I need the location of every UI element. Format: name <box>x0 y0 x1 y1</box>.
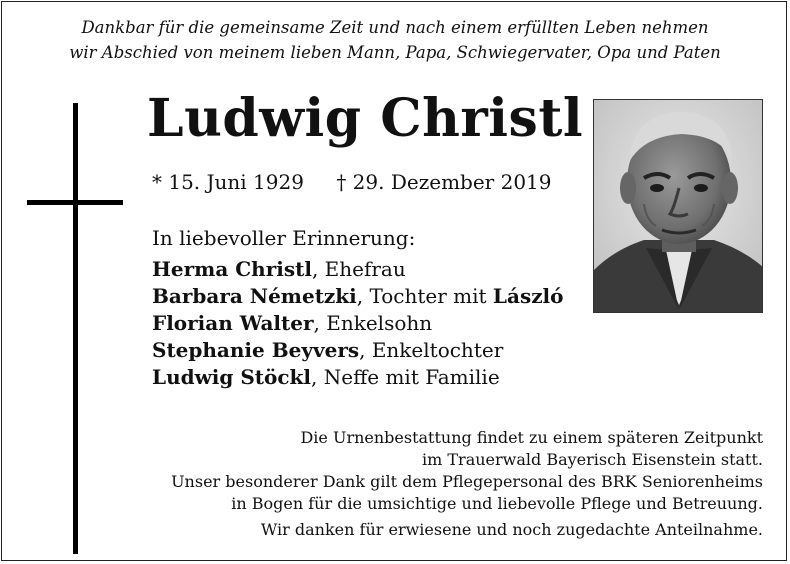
cross-horizontal-bar <box>27 200 123 205</box>
thanks-care-line-2: in Bogen für die umsichtige und liebevolle Pflege und Betreuung. <box>231 494 763 513</box>
intro-line-2: wir Abschied von meinem lieben Mann, Papa, Schwiegervater, Opa und Paten <box>69 43 721 62</box>
mourner-name: Stephanie Beyvers <box>152 338 360 362</box>
mourner-name: Barbara Németzki <box>152 284 357 308</box>
mourner-name: Ludwig Stöckl <box>152 365 312 389</box>
life-dates <box>152 168 552 196</box>
mourner-relation: , Enkelsohn <box>313 311 433 335</box>
cross-vertical-bar <box>73 103 78 554</box>
burial-notice-line-2: im Trauerwald Bayerisch Eisenstein statt. <box>422 450 763 469</box>
intro-line-1: Dankbar für die gemeinsame Zeit und nach einem erfüllten Leben nehmen <box>81 18 709 37</box>
mourners-heading: In liebevoller Erinnerung: <box>152 226 416 250</box>
deceased-name: Ludwig Christl <box>147 88 584 149</box>
mourner-line <box>152 337 564 364</box>
thanks-sympathy-line: Wir danken für erwiesene und noch zugedachte Anteilnahme. <box>260 520 763 539</box>
mourner-line <box>152 283 564 310</box>
death-date: † 29. Dezember 2019 <box>336 170 552 194</box>
portrait-illustration <box>594 100 763 313</box>
mourner-relation: , Ehefrau <box>311 257 406 281</box>
mourner-line <box>152 256 564 283</box>
mourner-name: Herma Christl <box>152 257 312 281</box>
portrait-photo <box>593 99 763 313</box>
mourner-line <box>152 310 564 337</box>
mourners-block <box>152 225 564 391</box>
mourner-relation: , Tochter mit <box>356 284 493 308</box>
mourner-line <box>152 364 564 391</box>
thanks-care-notice <box>171 471 763 515</box>
mourner-relation: , Enkeltochter <box>359 338 504 362</box>
birth-date: * 15. Juni 1929 <box>152 170 304 194</box>
burial-notice-line-1: Die Urnenbestattung findet zu einem späteren Zeitpunkt <box>300 428 763 447</box>
mourner-relation: , Neffe mit Familie <box>311 365 500 389</box>
thanks-care-line-1: Unser besonderer Dank gilt dem Pflegepersonal des BRK Seniorenheims <box>171 472 763 491</box>
mourner-partner-name: László <box>492 284 564 308</box>
mourner-name: Florian Walter <box>152 311 314 335</box>
burial-notice <box>300 427 763 471</box>
